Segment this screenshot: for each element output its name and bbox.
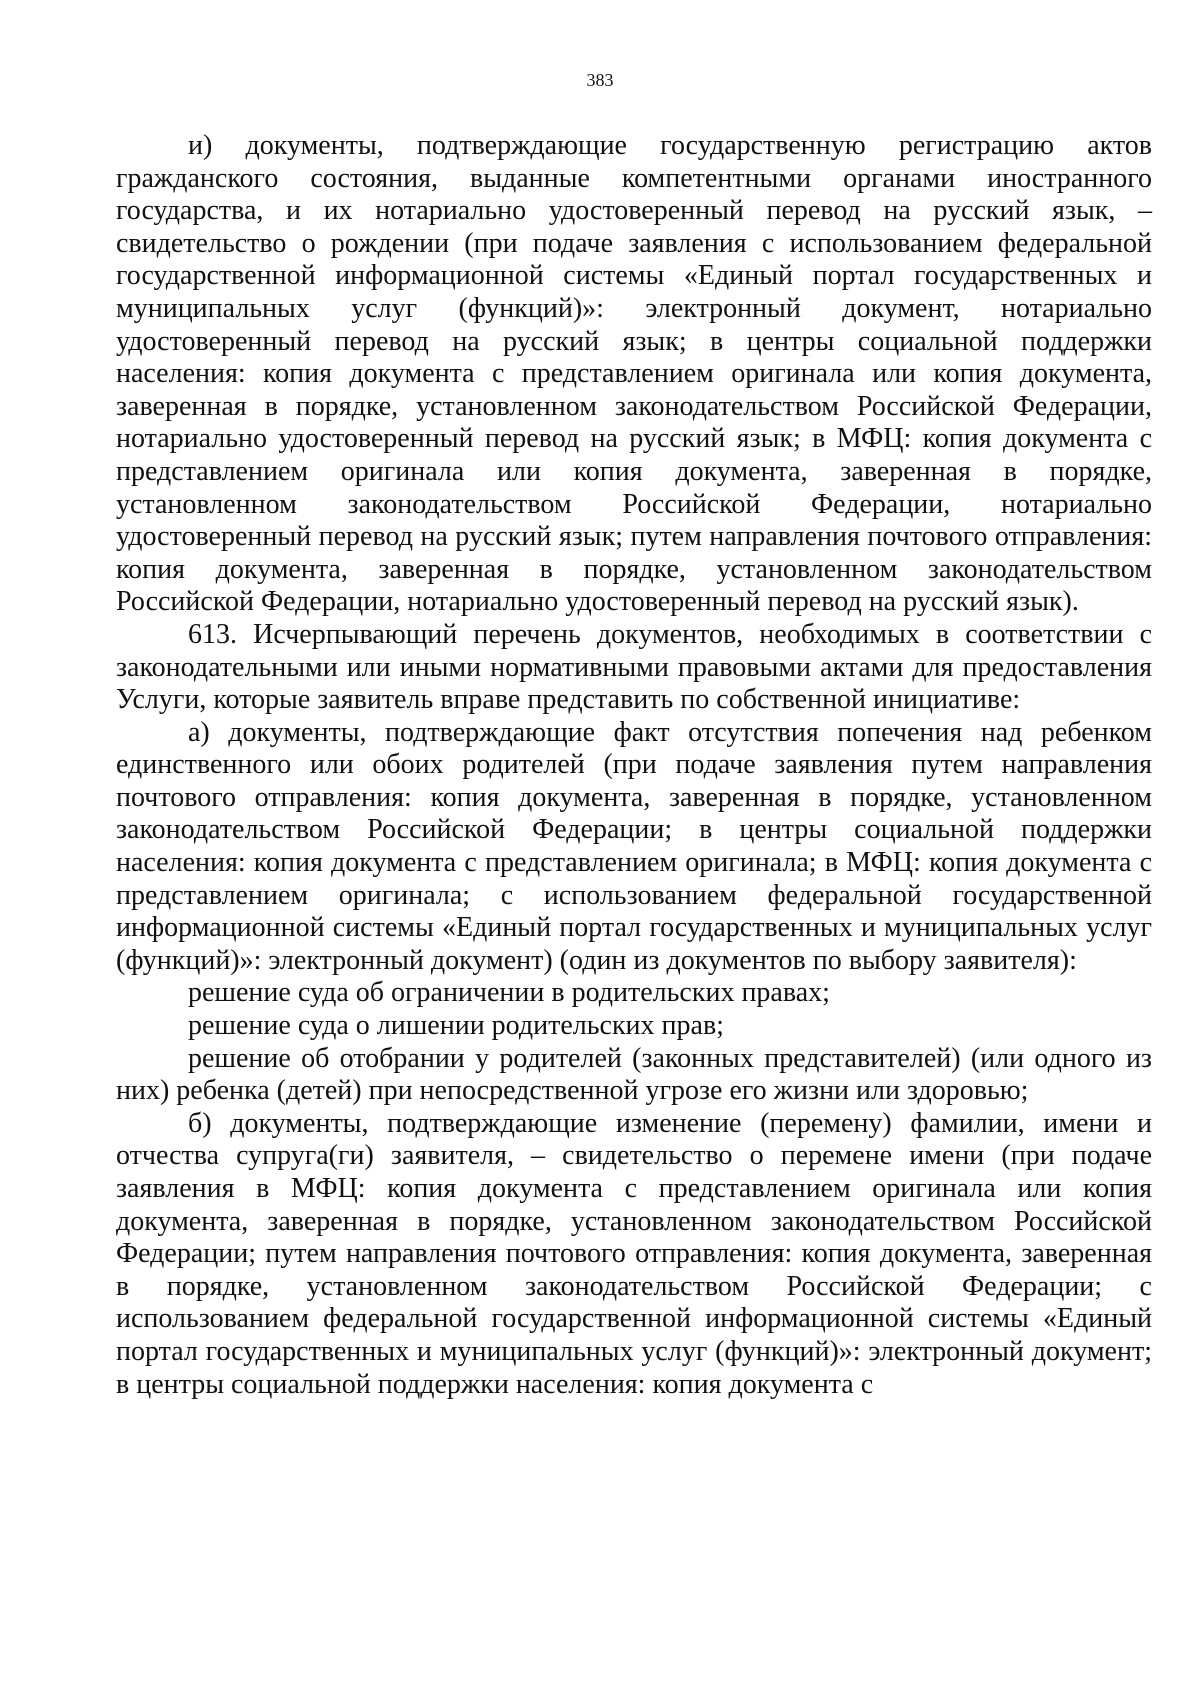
list-item-court-deprivation: решение суда о лишении родительских прав; <box>188 1010 724 1042</box>
paragraph-613-document-list: 613. Исчерпывающий перечень документов, необходимых в соответствии с законодательными или иными нормативными правовыми актами для предоставления Услуги, которые заявитель вправе представить по собственной инициативе: <box>116 618 1152 716</box>
paragraph-b-name-change: б) документы, подтверждающие изменение (перемену) фамилии, имени и отчества супруга(ги) заявителя, – свидетельство о перемене имени (при подаче заявления в МФЦ: копия документа с представлением оригинала или копия документа, заверенная в порядке, установленном законодательством Российской Федерации; путем направления почтового отправления: копия документа, заверенная в порядке, установленном законодательством Российской Федерации; с использованием федеральной государственной информационной системы «Единый портал государственных и муниципальных услуг (функций)»: электронный документ; в центры социальной поддержки населения: копия документа с <box>116 1107 1152 1400</box>
list-item-child-removal: решение об отобрании у родителей (законных представителей) (или одного из них) ребенка (детей) при непосредственной угрозе его жизни или здоровью; <box>116 1042 1152 1107</box>
paragraph-i-civil-status-documents: и) документы, подтверждающие государственную регистрацию актов гражданского состояния, выданные компетентными органами иностранного государства, и их нотариально удостоверенный перевод на русский язык, – свидетельство о рождении (при подаче заявления с использованием федеральной государственной информационной системы «Единый портал государственных и муниципальных услуг (функций)»: электронный документ, нотариально удостоверенный перевод на русский язык; в центры социальной поддержки населения: копия документа с представлением оригинала или копия документа, заверенная в порядке, установленном законодательством Российской Федерации, нотариально удостоверенный перевод на русский язык; в МФЦ: копия документа с представлением оригинала или копия документа, заверенная в порядке, установленном законодательством Российской Федерации, нотариально удостоверенный перевод на русский язык; путем направления почтового отправления: копия документа, заверенная в порядке, установленном законодательством Российской Федерации, нотариально удостоверенный перевод на русский язык). <box>116 130 1152 618</box>
paragraph-a-lack-of-parental-care: а) документы, подтверждающие факт отсутствия попечения над ребенком единственного или обоих родителей (при подаче заявления путем направления почтового отправления: копия документа, заверенная в порядке, установленном законодательством Российской Федерации; в центры социальной поддержки населения: копия документа с представлением оригинала; в МФЦ: копия документа с представлением оригинала; с использованием федеральной государственной информационной системы «Единый портал государственных и муниципальных услуг (функций)»: электронный документ) (один из документов по выбору заявителя): <box>116 716 1152 976</box>
document-body <box>116 130 1152 1401</box>
list-item-court-restriction: решение суда об ограничении в родительских правах; <box>188 977 830 1009</box>
page-number: 383 <box>586 70 614 90</box>
